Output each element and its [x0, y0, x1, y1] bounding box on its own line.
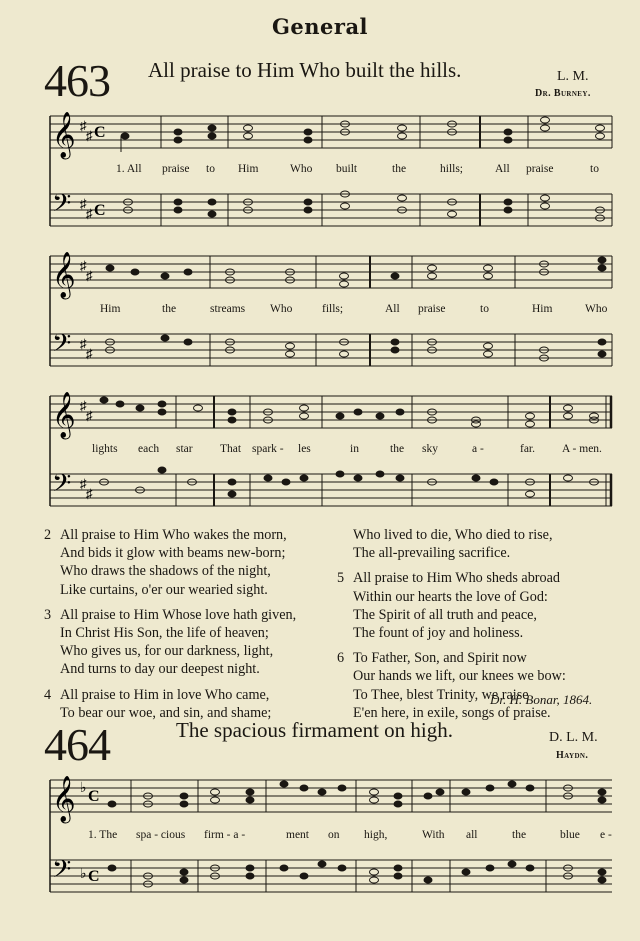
stanza-line: Who lived to die, Who died to rise, [353, 527, 553, 543]
bass-clef-icon: 𝄢 [52, 470, 72, 503]
lyric-syllable: ment [286, 829, 309, 841]
bass-staff [50, 334, 612, 366]
bass-clef-icon: 𝄢 [52, 330, 72, 363]
lyric-syllable: 1. The [88, 829, 118, 841]
key-signature-sharp-icon: ♯ [86, 268, 93, 283]
treble-staff [50, 780, 612, 812]
lyric-syllable: All [495, 163, 510, 175]
hymn-number-464: 464 [44, 719, 110, 770]
stanza-5 [337, 569, 566, 642]
stanza-line: To bear our woe, and sin, and shame; [60, 704, 272, 721]
music-system-464-1 [0, 768, 640, 901]
stanza-number: 5 [337, 570, 345, 587]
stanza-line: Who gives us, for our darkness, light, [60, 643, 274, 660]
stanza-4 [44, 686, 296, 722]
key-signature-sharp-icon: ♯ [80, 476, 87, 491]
stanza-3 [44, 606, 297, 679]
lyric-syllable: on [328, 829, 340, 841]
lyric-syllable: e - [600, 829, 612, 841]
common-time-icon: C [88, 868, 100, 885]
notes [106, 257, 607, 361]
lyric-syllable: the [162, 303, 177, 315]
hymn-author-463: Dr. H. Bonar, 1864. [490, 692, 593, 707]
lyric-syllable: That [220, 443, 242, 455]
lyric-syllable: spa - cious [136, 829, 186, 841]
hymn-meter-463: L. M. [557, 69, 589, 84]
stanza-line: Who draws the shadows of the night, [60, 563, 271, 580]
stanza-line: Within our hearts the love of God: [353, 588, 548, 605]
stanza-line: All praise to Him in love Who came, [60, 686, 270, 703]
lyric-syllable: high, [364, 829, 388, 841]
lyric-syllable: Him [100, 303, 121, 315]
lyric-syllable: Who [270, 303, 293, 315]
stanza-line: In Christ His Son, the life of heaven; [60, 625, 269, 642]
lyric-syllable: in [350, 443, 359, 455]
lyric-syllable: each [138, 443, 160, 455]
stanza-line: All praise to Him Who wakes the morn, [60, 527, 287, 543]
stanza-line: And bids it glow with beams new-born; [60, 545, 286, 562]
treble-clef-icon: 𝄞 [52, 392, 76, 437]
bass-clef-icon: 𝄢 [52, 856, 72, 889]
hymn-title-464: The spacious firmament on high. [176, 718, 454, 742]
stanza-number: 2 [44, 527, 52, 543]
lyric-syllable: lights [92, 443, 118, 455]
key-signature-sharp-icon: ♯ [86, 346, 93, 361]
hymn-composer-464: Haydn. [556, 750, 589, 761]
lyric-syllable: firm - a - [204, 829, 246, 841]
lyric-syllable: star [176, 443, 193, 455]
treble-clef-icon: 𝄞 [52, 776, 76, 821]
key-signature-sharp-icon: ♯ [80, 196, 87, 211]
stanza-line: All praise to Him Whose love hath given, [60, 606, 297, 623]
score-464-1 [0, 768, 640, 896]
stanzas-left-column [44, 526, 297, 722]
lyric-syllable: all [466, 829, 478, 841]
stanza-6 [337, 649, 566, 722]
lyric-syllable: hills; [440, 163, 464, 175]
stanza-line: To Thee, blest Trinity, we raise [353, 686, 529, 703]
lyric-syllable: les [298, 443, 311, 455]
key-signature-sharp-icon: ♯ [80, 118, 87, 133]
score-463-3 [0, 384, 640, 508]
music-system-463-1 [0, 104, 640, 233]
lyric-syllable: praise [526, 163, 554, 175]
section-heading: General [271, 14, 369, 39]
lyric-syllable: built [336, 163, 358, 175]
common-time-icon: C [94, 202, 106, 219]
key-signature-sharp-icon: ♯ [86, 408, 93, 423]
lyric-syllable: far. [520, 443, 536, 455]
stanza-line: And turns to day our deepest night. [60, 661, 260, 678]
lyric-syllable: Who [290, 163, 313, 175]
stanza-2 [44, 526, 296, 599]
score-463-2 [0, 244, 640, 368]
lyric-syllable: Who [585, 303, 608, 315]
music-system-463-2 [0, 244, 640, 373]
score-463-1 [0, 104, 640, 228]
lyric-syllable: With [422, 829, 445, 841]
stanza-line: The Spirit of all truth and peace, [353, 606, 537, 623]
bass-staff [50, 860, 612, 892]
key-signature-sharp-icon: ♯ [80, 398, 87, 413]
hymn-number-463: 463 [44, 55, 110, 106]
treble-clef-icon: 𝄞 [52, 112, 76, 157]
lyric-syllable: Him [532, 303, 553, 315]
key-signature-sharp-icon: ♯ [86, 128, 93, 143]
lyric-syllable: A - men. [562, 443, 602, 455]
lyric-syllable: the [392, 163, 407, 175]
lyric-syllable: Him [238, 163, 259, 175]
lyric-syllable: 1. All [116, 163, 142, 175]
key-signature-sharp-icon: ♯ [86, 486, 93, 501]
key-signature-sharp-icon: ♯ [80, 336, 87, 351]
key-signature-flat-icon: ♭ [80, 867, 87, 882]
key-signature-sharp-icon: ♯ [80, 258, 87, 273]
stanza-line: Our hands we lift, our knees we bow: [353, 668, 566, 685]
lyric-syllable: streams [210, 303, 246, 315]
stanza-line: All praise to Him Who sheds abroad [353, 570, 560, 587]
key-signature-flat-icon: ♭ [80, 781, 87, 796]
lyric-syllable: praise [162, 163, 190, 175]
stanza-number: 6 [337, 650, 345, 667]
hymn-meter-464: D. L. M. [549, 730, 598, 745]
stanza-line: The fount of joy and holiness. [353, 625, 524, 642]
treble-staff [50, 396, 612, 428]
lyric-syllable: blue [560, 829, 580, 841]
stanza-line: Like curtains, o'er our wearied sight. [60, 581, 268, 598]
bass-clef-icon: 𝄢 [52, 190, 72, 223]
stanza-line: E'en here, in exile, songs of praise. [353, 704, 551, 721]
hymn-composer-463: Dr. Burney. [535, 88, 591, 99]
common-time-icon: C [88, 788, 100, 805]
lyric-syllable: to [590, 163, 599, 175]
lyric-syllable: to [480, 303, 489, 315]
stanza-4-continued [353, 526, 566, 562]
lyric-syllable: All [385, 303, 400, 315]
lyric-syllable: a - [472, 443, 484, 455]
lyric-syllable: the [512, 829, 527, 841]
lyric-syllable: to [206, 163, 215, 175]
lyric-syllable: spark - [252, 443, 284, 455]
lyric-syllable: fills; [322, 303, 344, 315]
treble-clef-icon: 𝄞 [52, 252, 76, 297]
hymn-title-463: All praise to Him Who built the hills. [148, 58, 462, 82]
stanza-line: To Father, Son, and Spirit now [353, 650, 527, 667]
stanza-line: The all-prevailing sacrifice. [353, 545, 511, 562]
music-system-463-3 [0, 384, 640, 513]
common-time-icon: C [94, 124, 106, 141]
key-signature-sharp-icon: ♯ [86, 206, 93, 221]
stanza-number: 3 [44, 606, 52, 623]
stanza-number: 4 [44, 686, 52, 703]
lyric-syllable: praise [418, 303, 446, 315]
lyric-syllable: sky [422, 443, 438, 455]
lyric-syllable: the [390, 443, 405, 455]
